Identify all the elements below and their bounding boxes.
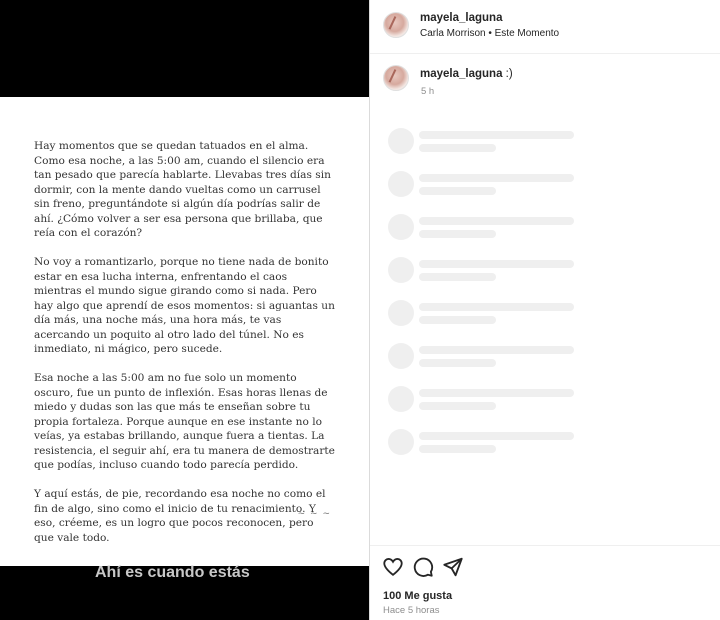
video-caption: Ahí es cuando estás — [95, 564, 250, 581]
send-icon[interactable] — [442, 556, 464, 578]
post-details-panel — [369, 0, 720, 620]
loading-placeholder — [388, 343, 708, 373]
comment-line — [420, 68, 513, 80]
handwritten-signature: ~ ~ ~ — [297, 509, 331, 519]
post-header — [370, 0, 720, 54]
post-image-text — [34, 139, 336, 560]
text-image — [0, 97, 369, 566]
loading-placeholder — [388, 171, 708, 201]
post-footer — [370, 545, 720, 620]
paragraph: No voy a romantizarlo, porque no tiene nada de bonito estar en esa lucha interna, enfrentando el caos mientras el mundo sigue girando como si nada. Pero hay algo que aprendí de esos momentos: si aguantas un día más, una noche más, una hora más, te vas acercando un poquito al otro lado del túnel. No es inmediato, ni mágico, pero sucede. — [34, 256, 335, 355]
music-info[interactable]: Carla Morrison • Este Momento — [420, 28, 560, 39]
paragraph: Esa noche a las 5:00 am no fue solo un momento oscuro, fue un punto de inflexión. Esas horas llenas de miedo y dudas son las que más te enseñan sobre tu propia fortaleza. Porque aunque en ese instante no lo veías, ya estabas brillando, aunque fuera a tientas. La resistencia, el seguir ahí, era tu manera de demostrarte que podías, incluso cuando todo parecía perdido. — [34, 372, 335, 471]
loading-placeholder — [388, 386, 708, 416]
post-timestamp[interactable]: Hace 5 horas — [383, 605, 440, 616]
avatar[interactable] — [383, 65, 409, 91]
loading-placeholder — [388, 214, 708, 244]
paragraph: Y aquí estás, de pie, recordando esa noche no como el fin de algo, sino como el inicio de tu renacimiento. Y eso, créeme, es un logro que pocos reconocen, pero que vale todo. — [34, 488, 326, 544]
heart-icon[interactable] — [382, 556, 404, 578]
comment-timestamp[interactable]: 5 h — [421, 86, 435, 97]
comment-username[interactable]: mayela_laguna — [420, 68, 503, 80]
loading-placeholder — [388, 300, 708, 330]
loading-placeholder — [388, 257, 708, 287]
loading-placeholder — [388, 128, 708, 158]
loading-placeholder — [388, 429, 708, 459]
username-link[interactable]: mayela_laguna — [420, 12, 503, 24]
comment-icon[interactable] — [412, 556, 434, 578]
likes-count[interactable]: 100 Me gusta — [383, 590, 453, 602]
comment-text: :) — [505, 68, 513, 80]
paragraph: Hay momentos que se quedan tatuados en el alma. Como esa noche, a las 5:00 am, cuando el silencio era tan pesado que parecía hablarte. Llevabas tres días sin dormir, con la mente dando vueltas como un carrusel sin freno, preguntándote si algún día podrías salir de ahí. ¿Cómo volver a ser esa persona que brillaba, que reía con el corazón? — [34, 140, 331, 239]
avatar[interactable] — [383, 12, 409, 38]
